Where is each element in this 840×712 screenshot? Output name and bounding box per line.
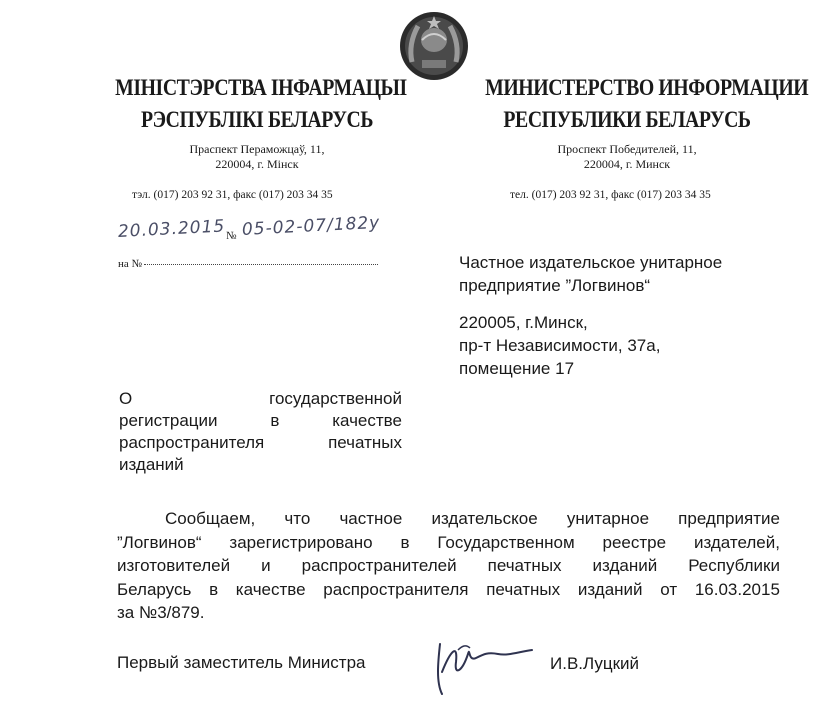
recipient-address-line3: помещение 17 (459, 359, 575, 378)
left-address-line2: 220004, г. Мінск (215, 157, 299, 171)
state-emblem (398, 10, 470, 82)
text-word: в (400, 532, 410, 552)
signatory-name: И.В.Луцкий (550, 654, 640, 673)
text-word: 16.03.2015 (694, 579, 780, 599)
text-word: государственной (269, 389, 402, 408)
recipient-address-line1: 220005, г.Минск, (459, 313, 588, 332)
text-word: Государственном (437, 532, 575, 552)
left-ministry-title-line1: МІНІСТЭРСТВА ІНФАРМАЦЫІ (115, 75, 407, 100)
text-word: О (119, 389, 133, 408)
text-word: что (284, 509, 311, 528)
text-word: печатных (328, 433, 402, 452)
text-word: изготовителей (117, 556, 231, 575)
subject-line4: изданий (119, 455, 184, 474)
subject-line1 (119, 388, 402, 410)
text-word: изданий (577, 579, 643, 599)
right-address-line2: 220004, г. Минск (583, 157, 671, 171)
right-address-line1: Проспект Победителей, 11, (557, 142, 697, 156)
recipient-block (459, 251, 819, 380)
body-line5: за №3/879. (117, 603, 205, 622)
text-word: издателей, (693, 532, 780, 552)
body-line2 (117, 531, 780, 555)
text-word: зарегистрировано (229, 532, 373, 552)
body-line4 (117, 578, 780, 602)
subject-line3 (119, 432, 402, 454)
text-word: в (209, 579, 219, 599)
left-ministry-title-line2: РЭСПУБЛІКІ БЕЛАРУСЬ (140, 107, 374, 132)
text-word: предприятие (678, 509, 780, 528)
registration-number: 05-02-07/182у (241, 212, 381, 240)
text-word: Республики (688, 556, 780, 575)
text-word: ”Логвинов“ (117, 532, 202, 552)
number-label: № (226, 230, 237, 242)
right-ministry-title-line2: РЕСПУБЛИКИ БЕЛАРУСЬ (503, 107, 751, 132)
text-word: печатных (486, 579, 561, 599)
text-word: издательское (431, 509, 538, 528)
body-paragraph (117, 507, 780, 625)
right-ministry-title-line1: МИНИСТЕРСТВО ИНФОРМАЦИИ (485, 75, 809, 100)
text-word: распространителей (301, 556, 457, 575)
text-word: распространителя (323, 579, 469, 599)
text-word: изданий (592, 556, 658, 575)
signatory-position: Первый заместитель Министра (117, 653, 366, 672)
text-word: и (261, 556, 271, 575)
body-line3 (117, 554, 780, 578)
recipient-name-line1: Частное издательское унитарное (459, 253, 723, 272)
text-word: качестве (235, 579, 306, 599)
reply-to-dots (144, 264, 378, 265)
reply-to-label: на № (118, 258, 143, 270)
text-word: в (270, 411, 280, 430)
left-address-line1: Праспект Пераможцаў, 11, (189, 142, 325, 156)
text-word: Сообщаем, (165, 509, 256, 528)
text-word: от (660, 579, 678, 599)
recipient-address-line2: пр-т Независимости, 37а, (459, 336, 661, 355)
text-word: качестве (332, 411, 402, 430)
text-word: регистрации (119, 411, 218, 430)
right-phone: тел. (017) 203 92 31, факс (017) 203 34 35 (510, 189, 711, 201)
text-word: унитарное (566, 509, 650, 528)
body-line1 (117, 507, 780, 531)
text-word: распространителя (119, 433, 265, 452)
handwritten-signature (428, 632, 548, 702)
text-word: реестре (602, 532, 667, 552)
text-word: печатных (487, 556, 562, 575)
registration-line (117, 212, 408, 246)
subject-block (119, 388, 402, 476)
text-word: Беларусь (117, 579, 192, 599)
reply-to-line (118, 254, 380, 268)
left-phone: тэл. (017) 203 92 31, факс (017) 203 34 35 (132, 189, 333, 201)
recipient-name-line2: предприятие ”Логвинов“ (459, 276, 651, 295)
registration-date: 20.03.2015 (117, 216, 226, 242)
subject-line2 (119, 410, 402, 432)
text-word: частное (339, 509, 403, 528)
